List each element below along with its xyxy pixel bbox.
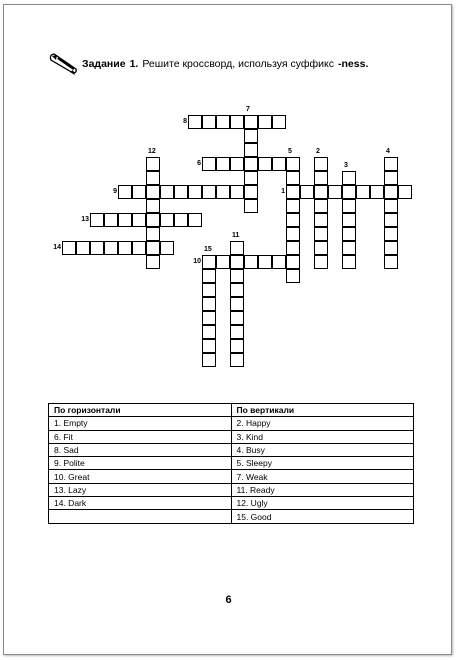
- crossword-cell[interactable]: [146, 157, 160, 171]
- table-row: [49, 457, 414, 470]
- crossword-cell[interactable]: [160, 213, 174, 227]
- table-row: [49, 430, 414, 443]
- crossword-cell[interactable]: [216, 157, 230, 171]
- clues-table: [48, 403, 414, 524]
- crossword-cell[interactable]: [118, 213, 132, 227]
- crossword-cell[interactable]: [244, 129, 258, 143]
- crossword-cell[interactable]: [286, 213, 300, 227]
- crossword-cell[interactable]: [244, 185, 258, 199]
- crossword-cell[interactable]: [202, 255, 216, 269]
- across-clue: 8. Sad: [49, 443, 232, 456]
- crossword-cell[interactable]: [202, 115, 216, 129]
- crossword-cell[interactable]: [398, 185, 412, 199]
- crossword-cell[interactable]: [230, 255, 244, 269]
- table-row: [49, 470, 414, 483]
- across-clue: 13. Lazy: [49, 483, 232, 496]
- table-row: [49, 510, 414, 523]
- down-clue: 5. Sleepy: [231, 457, 414, 470]
- task-number: 1.: [129, 58, 139, 70]
- task-text: Решите кроссворд, используя суффикс: [142, 58, 335, 70]
- crossword-cell[interactable]: [244, 171, 258, 185]
- crossword-cell[interactable]: [230, 241, 244, 255]
- crossword-cell[interactable]: [286, 255, 300, 269]
- crossword-cell[interactable]: [384, 213, 398, 227]
- crossword-cell[interactable]: [314, 199, 328, 213]
- across-clue: 6. Fit: [49, 430, 232, 443]
- down-clue: 2. Happy: [231, 417, 414, 430]
- clue-number-11: 11: [232, 232, 240, 239]
- crossword-cell[interactable]: [146, 255, 160, 269]
- clue-number-15: 15: [204, 246, 212, 253]
- across-clue: [49, 510, 232, 523]
- crossword-cell[interactable]: [384, 157, 398, 171]
- crossword-cell[interactable]: [146, 213, 160, 227]
- crossword-cell[interactable]: [146, 227, 160, 241]
- crossword-cell[interactable]: [230, 339, 244, 353]
- crossword-cell[interactable]: [244, 255, 258, 269]
- across-clue: 9. Polite: [49, 457, 232, 470]
- crossword-cell[interactable]: [384, 227, 398, 241]
- crossword-cell[interactable]: [230, 325, 244, 339]
- table-row: [49, 443, 414, 456]
- crossword-cell[interactable]: [342, 255, 356, 269]
- crossword-cell[interactable]: [314, 157, 328, 171]
- crossword-cell[interactable]: [90, 213, 104, 227]
- crossword-cell[interactable]: [342, 213, 356, 227]
- crossword-cell[interactable]: [202, 325, 216, 339]
- crossword-cell[interactable]: [202, 339, 216, 353]
- crossword-cell[interactable]: [314, 213, 328, 227]
- clue-number-8: 8: [183, 118, 187, 125]
- crossword-cell[interactable]: [146, 185, 160, 199]
- crossword-cell[interactable]: [174, 213, 188, 227]
- crossword-cell[interactable]: [174, 185, 188, 199]
- crossword-cell[interactable]: [384, 199, 398, 213]
- down-clue: 12. Ugly: [231, 497, 414, 510]
- crossword-cell[interactable]: [286, 227, 300, 241]
- crossword-cell[interactable]: [286, 171, 300, 185]
- crossword-cell[interactable]: [356, 185, 370, 199]
- clue-number-10: 10: [193, 258, 201, 265]
- crossword-cell[interactable]: [328, 185, 342, 199]
- across-clue: 14. Dark: [49, 497, 232, 510]
- crossword-cell[interactable]: [216, 115, 230, 129]
- crossword-cell[interactable]: [300, 185, 314, 199]
- crossword-cell[interactable]: [244, 143, 258, 157]
- crossword-cell[interactable]: [160, 185, 174, 199]
- crossword-cell[interactable]: [272, 255, 286, 269]
- crossword-cell[interactable]: [132, 185, 146, 199]
- crossword-cell[interactable]: [286, 157, 300, 171]
- clue-number-1: 1: [281, 188, 285, 195]
- crossword-cell[interactable]: [342, 171, 356, 185]
- crossword-cell[interactable]: [384, 185, 398, 199]
- crossword-cell[interactable]: [188, 213, 202, 227]
- clue-number-6: 6: [197, 160, 201, 167]
- crossword-cell[interactable]: [118, 185, 132, 199]
- crossword-cell[interactable]: [230, 185, 244, 199]
- crossword-cell[interactable]: [132, 241, 146, 255]
- clue-number-9: 9: [113, 188, 117, 195]
- across-clue: 1. Empty: [49, 417, 232, 430]
- clue-number-14: 14: [53, 244, 61, 251]
- crossword-cell[interactable]: [132, 213, 146, 227]
- crossword-cell[interactable]: [90, 241, 104, 255]
- crossword-cell[interactable]: [384, 241, 398, 255]
- crossword-cell[interactable]: [62, 241, 76, 255]
- page-number: 6: [225, 594, 232, 606]
- crossword-cell[interactable]: [230, 353, 244, 367]
- crossword-cell[interactable]: [370, 185, 384, 199]
- down-clue: 7. Weak: [231, 470, 414, 483]
- crossword-cell[interactable]: [272, 157, 286, 171]
- down-clue: 3. Kind: [231, 430, 414, 443]
- crossword-cell[interactable]: [286, 241, 300, 255]
- crossword-cell[interactable]: [244, 115, 258, 129]
- crossword-cell[interactable]: [342, 241, 356, 255]
- crossword-cell[interactable]: [216, 255, 230, 269]
- down-clue: 15. Good: [231, 510, 414, 523]
- clue-number-2: 2: [316, 148, 320, 155]
- crossword-cell[interactable]: [258, 115, 272, 129]
- crossword-cell[interactable]: [202, 185, 216, 199]
- crossword-cell[interactable]: [286, 185, 300, 199]
- crossword-cell[interactable]: [146, 241, 160, 255]
- crossword-cell[interactable]: [202, 353, 216, 367]
- crossword-cell[interactable]: [258, 255, 272, 269]
- crossword-cell[interactable]: [202, 311, 216, 325]
- crossword-cell[interactable]: [188, 185, 202, 199]
- crossword-cell[interactable]: [76, 241, 90, 255]
- crossword-cell[interactable]: [104, 213, 118, 227]
- table-row: [49, 497, 414, 510]
- crossword-cell[interactable]: [202, 157, 216, 171]
- crossword-cell[interactable]: [342, 227, 356, 241]
- crossword-cell[interactable]: [202, 269, 216, 283]
- crossword-cell[interactable]: [384, 171, 398, 185]
- crossword-cell[interactable]: [216, 185, 230, 199]
- crossword-cell[interactable]: [314, 171, 328, 185]
- crossword-cell[interactable]: [230, 115, 244, 129]
- clue-number-5: 5: [288, 148, 292, 155]
- task-label: Задание: [82, 58, 126, 70]
- down-header: По вертикали: [231, 404, 414, 417]
- crossword-cell[interactable]: [146, 199, 160, 213]
- crossword-cell[interactable]: [230, 283, 244, 297]
- crossword-cell[interactable]: [188, 115, 202, 129]
- table-row: [49, 483, 414, 496]
- crossword-cell[interactable]: [244, 157, 258, 171]
- crossword-cell[interactable]: [230, 269, 244, 283]
- crossword-cell[interactable]: [314, 185, 328, 199]
- crossword-cell[interactable]: [244, 199, 258, 213]
- task-suffix: -ness.: [338, 58, 369, 70]
- crossword-cell[interactable]: [104, 241, 118, 255]
- crossword-cell[interactable]: [314, 227, 328, 241]
- crossword-cell[interactable]: [118, 241, 132, 255]
- clue-number-12: 12: [148, 148, 156, 155]
- clue-number-3: 3: [344, 162, 348, 169]
- crossword-cell[interactable]: [342, 185, 356, 199]
- down-clue: 4. Busy: [231, 443, 414, 456]
- crossword-cell[interactable]: [384, 255, 398, 269]
- across-header: По горизонтали: [49, 404, 232, 417]
- crossword-cell[interactable]: [286, 199, 300, 213]
- crossword-cell[interactable]: [272, 115, 286, 129]
- crossword-cell[interactable]: [286, 269, 300, 283]
- down-clue: 11. Ready: [231, 483, 414, 496]
- crossword-cell[interactable]: [202, 283, 216, 297]
- crossword-cell[interactable]: [258, 157, 272, 171]
- crossword-cell[interactable]: [202, 297, 216, 311]
- crossword-cell[interactable]: [314, 241, 328, 255]
- across-clue: 10. Great: [49, 470, 232, 483]
- crossword-cell[interactable]: [230, 157, 244, 171]
- crossword-cell[interactable]: [342, 199, 356, 213]
- clue-number-13: 13: [81, 216, 89, 223]
- clue-number-4: 4: [386, 148, 390, 155]
- crossword-cell[interactable]: [230, 297, 244, 311]
- crossword-cell[interactable]: [146, 171, 160, 185]
- table-row: [49, 417, 414, 430]
- crossword-cell[interactable]: [230, 311, 244, 325]
- crossword-cell[interactable]: [314, 255, 328, 269]
- clue-number-7: 7: [246, 106, 250, 113]
- crossword-cell[interactable]: [160, 241, 174, 255]
